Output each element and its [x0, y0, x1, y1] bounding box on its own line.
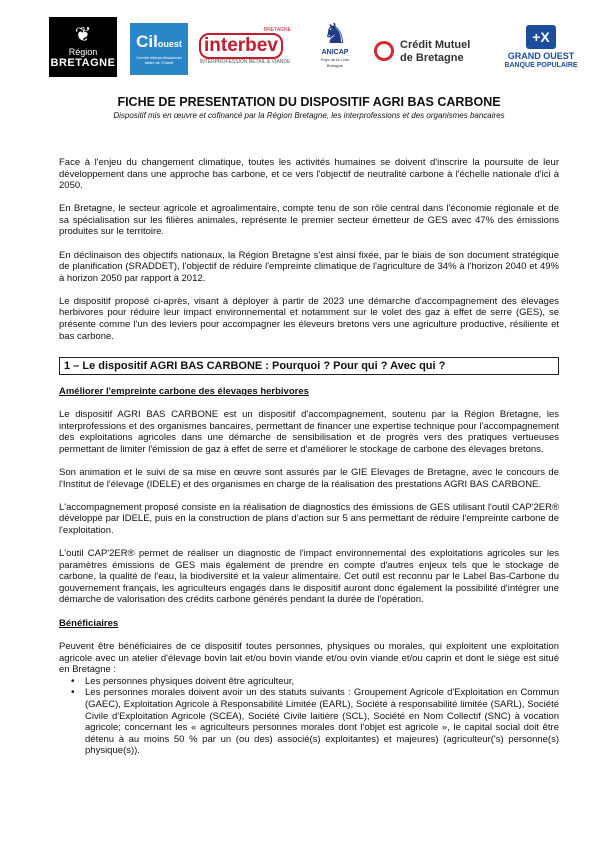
intro-paragraph: En déclinaison des objectifs nationaux, la Région Bretagne s'est ainsi fixée, par le biais de son document stratégique de planification (SRADDET), l'objectif de réduire l'empreinte climatique de l'agriculture de 34% à l'horizon 2040 et 49% à horizon 2050 par rapport à 2012. [59, 249, 559, 284]
region-bretagne-logo [49, 17, 117, 77]
section-1-body [59, 409, 559, 606]
goat-icon: ♞ [322, 18, 348, 49]
document-title: FICHE DE PRESENTATION DU DISPOSITIF AGRI BAS CARBONE [117, 95, 501, 109]
banque-populaire-logo [498, 25, 584, 77]
list-item: • Les personnes morales doivent avoir un des statuts suivants : Groupement Agricole d'Exploitation en Commun (GAEC), Exploitation Agricole à Responsabilité Limitée (EARL), Société à responsabilité limitée (SARL), Société Civile d'Exploitation Agricole (SCEA), Société Civile laitière (SCL), Société en Nom Collectif (SNC) à vocation agricole; concernant les « agriculteurs personnes morales dont l'objet est agricole », le capital social doit être détenu à au moins 50 % par un (ou des) associé(s) exploitantes) et majeures) (agriculteur('s) personne(s) physique(s)). [85, 687, 559, 757]
interbev-name: interbev [199, 33, 283, 59]
logo-bretagne-line2: BRETAGNE [50, 57, 116, 69]
section-1-subheading: Améliorer l'empreinte carbone des élevages herbivores [59, 386, 309, 398]
beneficiaires-heading: Bénéficiaires [59, 618, 119, 630]
interbev-logo [199, 27, 291, 73]
cilouest-logo [130, 23, 188, 75]
list-item: • Les personnes physiques doivent être agriculteur, [85, 676, 559, 688]
anicap-logo [312, 19, 358, 77]
credit-mutuel-line2: de Bretagne [400, 52, 464, 64]
credit-mutuel-logo [374, 39, 486, 69]
beneficiaires-list [59, 676, 559, 757]
section-1-heading: 1 – Le dispositif AGRI BAS CARBONE : Pourquoi ? Pour qui ? Avec qui ? [59, 357, 559, 375]
beneficiaires-text: Peuvent être bénéficiaires de ce dispositif toutes personnes, physiques ou morales, qui exploitent une exploitation agricole avec un atelier d'élevage bovin lait et/ou bovin viande et/ou ovin viande et/ou caprin et dont le siège est situé en Bretagne : [59, 641, 559, 676]
intro-paragraph: En Bretagne, le secteur agricole et agroalimentaire, compte tenu de son rôle central dans l'économie régionale et de sa spécialisation sur les filières animales, représente le premier secteur émetteur de GES avec 47% des émissions produites sur le territoire. [59, 203, 559, 238]
banque-populaire-line2: BANQUE POPULAIRE [504, 62, 578, 69]
credit-mutuel-mark-icon [374, 41, 394, 61]
interbev-top: BRETAGNE [263, 27, 291, 33]
document-page [59, 95, 559, 757]
section-paragraph: Le dispositif AGRI BAS CARBONE est un dispositif d'accompagnement, soutenu par la Région Bretagne, les interprofessions et des organismes bancaires, permettant de financer une expertise technique pour l'accompagnement des exploitations agricoles dans une démarche de sensibilisation et de progrès vers des pratiques vertueuses permettant de limiter l'émission de gaz à effet de serre et d'améliorer le stockage de carbone des élevages bretons. [59, 409, 559, 455]
cilouest-tagline: Comité interprofessionnel laitier de l'Ouest [136, 55, 182, 65]
section-paragraph: Son animation et le suivi de sa mise en œuvre sont assurés par le GIE Elevages de Bretagne, avec le concours de l'Institut de l'élevage (IDELE) et des organismes en charge de la réalisation des prestations AGRI BAS CARBONE. [59, 467, 559, 490]
cilouest-name: Cil [136, 32, 158, 51]
banque-populaire-mark: +X [526, 25, 556, 49]
interbev-tagline: INTERPROFESSION BÉTAIL & VIANDE [199, 59, 291, 65]
logo-bretagne-line1: Région [68, 47, 98, 57]
section-paragraph: L'accompagnement proposé consiste en la réalisation de diagnostics des émissions de GES utilisant l'outil CAP'2ER® développé par IDELE, puis en la construction de plans d'action sur 5 ans permettant de réduire l'empreinte carbone de l'exploitation. [59, 501, 559, 536]
ermine-icon: ❦ [74, 22, 92, 46]
anicap-name: ANICAP [321, 49, 349, 56]
logo-bar [0, 15, 589, 77]
document-subtitle: Dispositif mis en œuvre et cofinancé par la Région Bretagne, les interprofessions et des organismes bancaires [113, 111, 505, 120]
section-paragraph: L'outil CAP'2ER® permet de réaliser un diagnostic de l'impact environnemental des exploitations agricoles sur les paramètres émissions de GES mais également de prendre en compte d'autres enjeux tels que le stockage de carbone, la qualité de l'eau, la biodiversité et la valeur alimentaire. Cet outil est reconnu par le Label Bas-Carbone du gouvernement français, les agriculteurs engagés dans le dispositif auront donc également la possibilité d'intégrer une démarche de valorisation des crédits carbone générés pendant la durée de l'opération. [59, 548, 559, 606]
credit-mutuel-line1: Crédit Mutuel [400, 39, 471, 51]
intro-paragraph: Face à l'enjeu du changement climatique, toutes les activités humaines se doivent d'inscrire la poursuite de leur développement dans une approche bas carbone, et ce vers l'objectif de neutralité carbone à l'échelle nationale d'ici à 2050. [59, 157, 559, 192]
cilouest-suffix: ouest [157, 39, 182, 49]
intro-paragraph: Le dispositif proposé ci-après, visant à déployer à partir de 2023 une démarche d'accompagnement des élevages herbivores pour réduire leur impact environnemental et notamment sur le volet des gaz à effet de serre (GES), se présente comme l'un des leviers pour accompagner les éleveurs bretons vers une agriculture productive, résiliente et bas carbone. [59, 295, 559, 342]
anicap-tagline: Pays de la Loire Bretagne [320, 57, 350, 68]
banque-populaire-line1: GRAND OUEST [507, 51, 575, 61]
intro-section [59, 157, 559, 342]
